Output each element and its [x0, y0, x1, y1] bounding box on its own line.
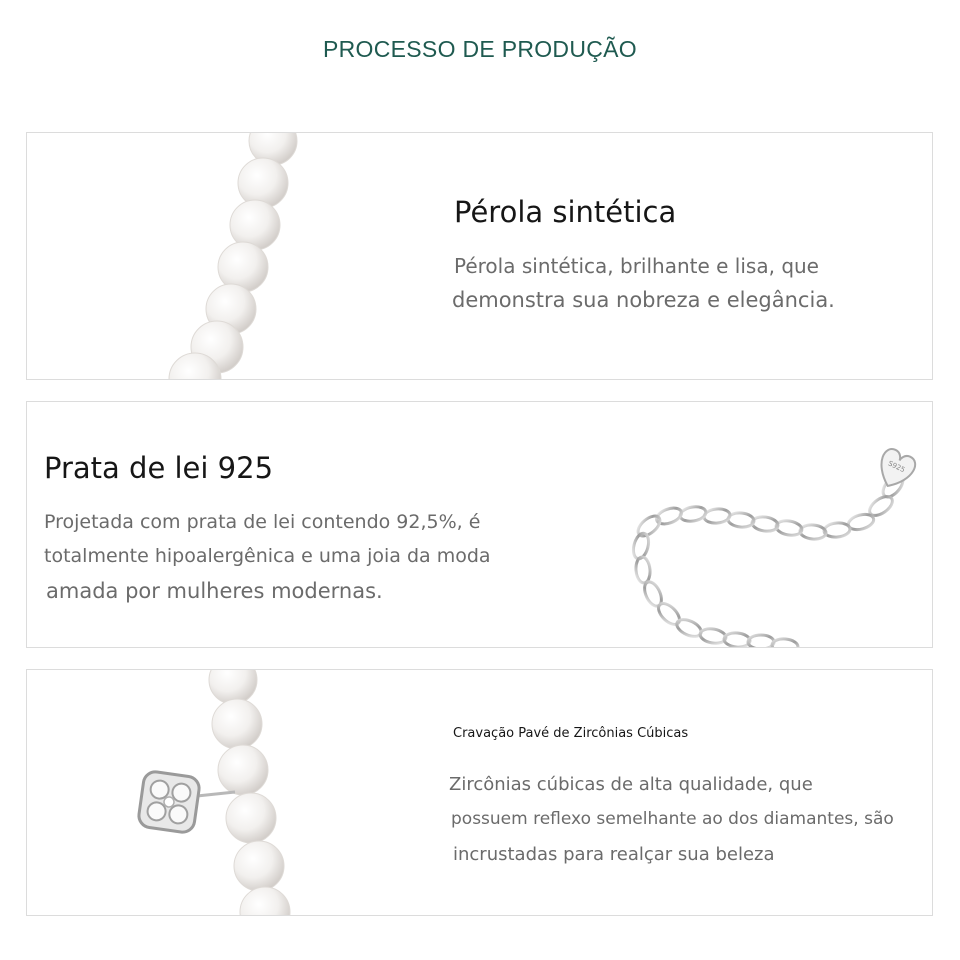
page-title: PROCESSO DE PRODUÇÃO: [323, 36, 637, 62]
feature-card-pearl: [26, 132, 933, 380]
description-line: totalmente hipoalergênica e uma joia da moda: [44, 545, 491, 567]
chain-link: [699, 627, 727, 645]
description-line: Projetada com prata de lei contendo 92,5%, é: [44, 511, 481, 533]
heart-tag-text: S925: [886, 459, 907, 475]
pearl-bead: [226, 793, 276, 843]
chain-link: [775, 519, 803, 537]
chain-link: [723, 632, 750, 648]
card-description: [44, 505, 491, 609]
chain-link: [727, 512, 754, 528]
description-line: Pérola sintética, brilhante e lisa, que: [454, 254, 819, 278]
chain-link: [771, 638, 798, 648]
chain-link: [635, 556, 651, 583]
feature-card-silver: [26, 401, 933, 648]
chain-link: [751, 515, 779, 532]
chain-link: [679, 505, 707, 523]
card-heading: Cravação Pavé de Zircônias Cúbicas: [453, 726, 689, 741]
description-line: demonstra sua nobreza e elegância.: [452, 288, 835, 312]
pearl-bead: [238, 158, 288, 208]
description-line: Zircônias cúbicas de alta qualidade, que: [449, 774, 813, 795]
zirconia-charm-image: [117, 670, 317, 916]
description-line: incrustadas para realçar sua beleza: [453, 844, 775, 865]
card-description: [454, 249, 835, 317]
pearl-bead: [218, 745, 268, 795]
description-line: amada por mulheres modernas.: [46, 579, 383, 603]
chain-link: [703, 508, 730, 524]
chain-link: [655, 600, 683, 628]
heart-tag-icon: [872, 446, 917, 493]
chain-link: [823, 522, 850, 538]
pearl-bead: [212, 699, 262, 749]
feature-card-zirconia: [26, 669, 933, 916]
pearl-bead: [240, 887, 290, 916]
pearl-bead: [234, 841, 284, 891]
chain-link: [799, 524, 826, 540]
card-description: [449, 768, 894, 872]
silver-chain-image: [597, 442, 917, 648]
description-line: possuem reflexo semelhante ao dos diamantes, são: [451, 809, 894, 829]
card-heading: Pérola sintética: [454, 195, 677, 229]
card-heading: Prata de lei 925: [44, 451, 274, 485]
chain-link: [748, 635, 774, 648]
pearl-strand-image: [27, 133, 327, 380]
